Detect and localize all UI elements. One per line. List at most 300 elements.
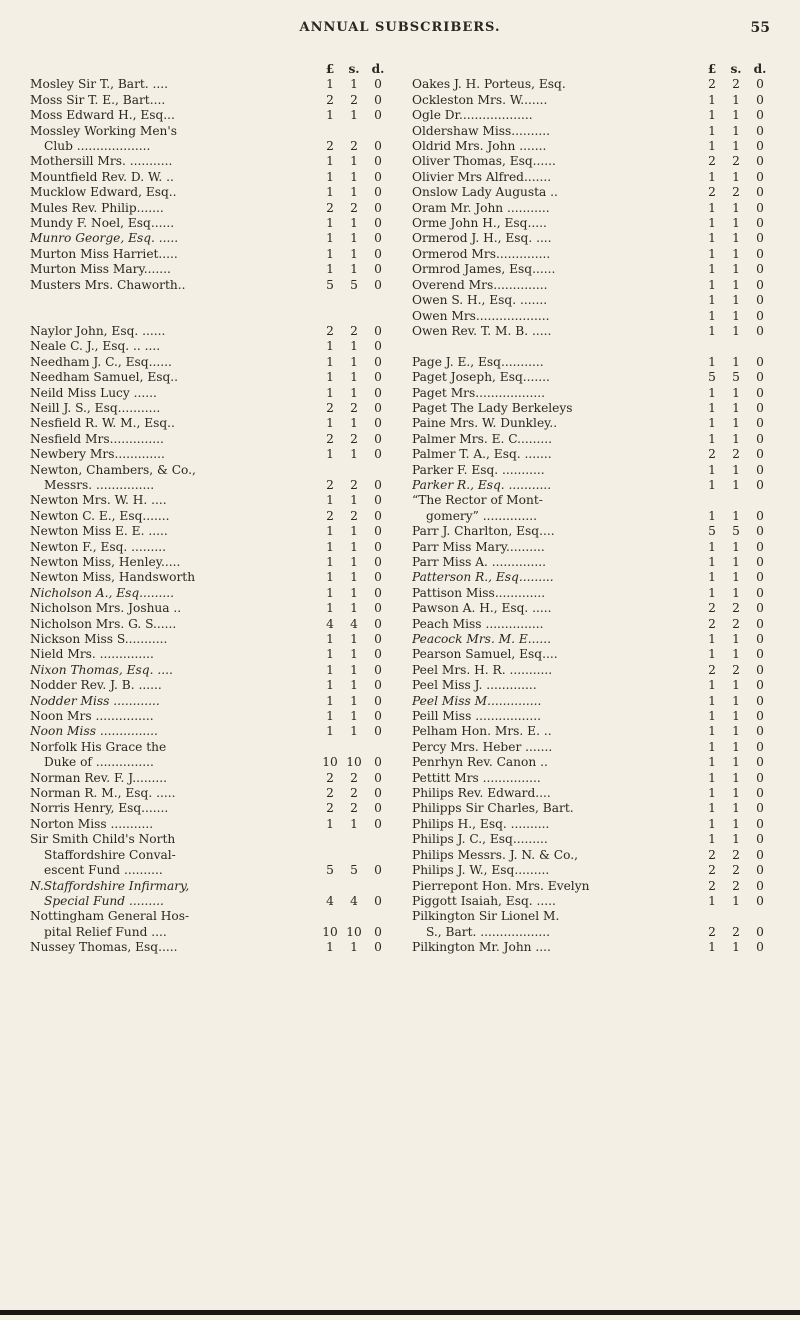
subscriber-name: Peel Miss J. .............: [412, 678, 537, 693]
subscriber-row: [412, 663, 772, 678]
shillings-value: 4: [350, 893, 358, 908]
pounds-value: 1: [708, 739, 716, 754]
subscription-amount: [700, 293, 772, 308]
subscription-amount: [700, 848, 772, 863]
subscriber-name: Nussey Thomas, Esq.....: [30, 940, 178, 955]
subscriber-row: [30, 694, 390, 709]
subscription-amount: [318, 570, 390, 585]
subscription-amount: [318, 108, 390, 123]
pounds-value: 2: [708, 601, 716, 616]
pounds-value: 1: [708, 801, 716, 816]
subscription-amount: [318, 617, 390, 632]
subscriber-name: Nottingham General Hos-: [30, 909, 190, 924]
shillings-value: 2: [350, 92, 358, 107]
subscriber-name: Owen Rev. T. M. B. .....: [412, 323, 552, 338]
shillings-value: 1: [732, 293, 740, 308]
pence-value: 0: [374, 354, 382, 369]
shillings-value: 1: [350, 385, 358, 400]
subscriber-name: Munro George, Esq. .....: [30, 231, 179, 246]
shillings-value: 1: [732, 508, 740, 523]
pounds-value: 1: [708, 755, 716, 770]
subscriber-row: [412, 894, 772, 909]
shillings-value: 1: [732, 246, 740, 261]
pounds-value: 1: [708, 169, 716, 184]
subscription-amount: [318, 632, 390, 647]
pounds-value: 2: [326, 477, 334, 492]
subscriber-row: [30, 879, 390, 894]
shillings-value: 1: [732, 354, 740, 369]
subscriber-row: [30, 801, 390, 816]
pence-value: 0: [756, 585, 764, 600]
pence-value: 0: [374, 339, 382, 354]
pence-value: 0: [756, 616, 764, 631]
pence-value: 0: [756, 524, 764, 539]
subscriber-name: Pattison Miss.............: [412, 585, 546, 600]
subscriber-row: [412, 832, 772, 847]
pounds-value: 1: [708, 123, 716, 138]
subscription-amount: [700, 416, 772, 431]
subscription-amount: [318, 231, 390, 246]
subscriber-name: Oldrid Mrs. John .......: [412, 139, 547, 154]
subscription-amount: [318, 540, 390, 555]
subscriber-name: escent Fund ..........: [44, 863, 163, 878]
subscriber-row: [30, 832, 390, 847]
subscription-amount: [700, 694, 772, 709]
subscriber-row: [412, 324, 772, 339]
pence-value: 0: [756, 924, 764, 939]
shillings-value: 1: [350, 108, 358, 123]
shillings-value: 2: [350, 400, 358, 415]
pounds-value: 1: [708, 539, 716, 554]
shillings-value: 10: [346, 755, 362, 770]
subscription-amount: [318, 432, 390, 447]
subscriber-row: [412, 293, 772, 308]
subscriber-name: Mountfield Rev. D. W. ..: [30, 169, 174, 184]
shillings-value: 2: [732, 863, 740, 878]
pence-value: 0: [756, 308, 764, 323]
subscriber-row: [412, 925, 772, 940]
subscriber-row: [412, 524, 772, 539]
pounds-value: 1: [326, 108, 334, 123]
subscription-amount: [318, 278, 390, 293]
subscription-amount: [318, 647, 390, 662]
subscriber-name: Neild Miss Lucy ......: [30, 385, 157, 400]
pounds-value: 2: [708, 185, 716, 200]
subscriber-name: Nesfield R. W. M., Esq..: [30, 416, 175, 431]
subscriber-row: [30, 817, 390, 832]
subscription-amount: [700, 216, 772, 231]
subscription-amount: [318, 401, 390, 416]
subscription-amount: [318, 817, 390, 832]
subscriber-name: Needham J. C., Esq......: [30, 354, 172, 369]
subscriber-name: Pawson A. H., Esq. .....: [412, 601, 552, 616]
subscription-amount: [700, 278, 772, 293]
subscription-amount: [318, 709, 390, 724]
subscriber-row: [412, 617, 772, 632]
shillings-value: 1: [350, 709, 358, 724]
pence-value: 0: [374, 493, 382, 508]
shillings-value: 1: [350, 416, 358, 431]
subscription-amount: [318, 755, 390, 770]
subscription-amount: [700, 463, 772, 478]
subscription-amount: [318, 447, 390, 462]
pence-value: 0: [756, 647, 764, 662]
subscriber-row: [412, 231, 772, 246]
shillings-value: 2: [350, 431, 358, 446]
shillings-value: 1: [350, 693, 358, 708]
shillings-value: 2: [350, 508, 358, 523]
pounds-value: 1: [326, 246, 334, 261]
subscriber-row: [412, 909, 772, 924]
subscription-amount: [700, 77, 772, 92]
shillings-value: 1: [350, 216, 358, 231]
subscriber-name: Pierrepont Hon. Mrs. Evelyn: [412, 878, 590, 893]
pounds-value: 1: [326, 185, 334, 200]
subscriber-name: Needham Samuel, Esq..: [30, 370, 179, 385]
shillings-value: 1: [732, 431, 740, 446]
subscription-amount: [700, 262, 772, 277]
subscription-amount: [700, 540, 772, 555]
subscription-amount: [700, 108, 772, 123]
subscription-amount: [700, 678, 772, 693]
subscriber-row: [30, 555, 390, 570]
pounds-value: 1: [326, 354, 334, 369]
pounds-value: 2: [326, 801, 334, 816]
subscription-amount: [318, 416, 390, 431]
subscriber-name: Paine Mrs. W. Dunkley..: [412, 416, 558, 431]
pounds-value: 1: [708, 293, 716, 308]
subscriber-row: [30, 709, 390, 724]
pounds-value: 1: [326, 447, 334, 462]
shillings-value: 2: [732, 77, 740, 92]
shillings-value: 10: [346, 924, 362, 939]
shillings-value: 1: [732, 570, 740, 585]
subscriber-row: [412, 771, 772, 786]
subscriber-row: [412, 309, 772, 324]
subscriber-row: [412, 278, 772, 293]
pounds-value: 1: [708, 231, 716, 246]
running-head: ANNUAL SUBSCRIBERS.: [299, 20, 501, 35]
shillings-value: 1: [732, 770, 740, 785]
subscription-amount: [700, 247, 772, 262]
subscriber-row: [30, 463, 390, 478]
subscriber-row: [30, 262, 390, 277]
pence-value: 0: [374, 801, 382, 816]
shillings-value: 1: [732, 308, 740, 323]
pence-value: 0: [756, 893, 764, 908]
subscription-amount: [700, 894, 772, 909]
subscriber-row: [30, 386, 390, 401]
subscriber-row: [412, 185, 772, 200]
shillings-value: 1: [350, 154, 358, 169]
pounds-value: 1: [708, 678, 716, 693]
subscriber-name: pital Relief Fund ....: [44, 924, 167, 939]
subscriber-row: [30, 786, 390, 801]
pounds-value: 1: [708, 139, 716, 154]
pounds-value: 2: [326, 323, 334, 338]
pence-value: 0: [756, 477, 764, 492]
subscriber-row: [412, 262, 772, 277]
pence-value: 0: [374, 570, 382, 585]
subscriber-name: Newton Miss E. E. .....: [30, 524, 168, 539]
subscription-amount: [700, 940, 772, 955]
pounds-value: 4: [326, 893, 334, 908]
pounds-value: 1: [708, 816, 716, 831]
subscriber-row: [412, 632, 772, 647]
subscription-amount: [700, 201, 772, 216]
subscription-amount: [700, 647, 772, 662]
pence-value: 0: [374, 616, 382, 631]
subscriber-name: Nesfield Mrs..............: [30, 431, 164, 446]
subscription-amount: [700, 124, 772, 139]
subscriber-name: Newton Miss, Henley.....: [30, 554, 181, 569]
subscriber-name: Peill Miss .................: [412, 709, 542, 724]
shillings-value: 1: [350, 231, 358, 246]
subscriber-name: Pettitt Mrs ...............: [412, 770, 541, 785]
pounds-value: 1: [326, 231, 334, 246]
subscriber-row: [412, 586, 772, 601]
pence-value: 0: [374, 262, 382, 277]
subscription-amount: [318, 925, 390, 940]
subscriber-name: Newton, Chambers, & Co.,: [30, 462, 196, 477]
shillings-value: 1: [732, 416, 740, 431]
subscriber-name: Parr Miss A. ..............: [412, 554, 546, 569]
pounds-value: 1: [326, 493, 334, 508]
pounds-value: 1: [708, 277, 716, 292]
subscriber-name: Philips J. W., Esq.........: [412, 863, 550, 878]
subscriber-name: Newton Mrs. W. H. ....: [30, 493, 167, 508]
shillings-value: 1: [350, 169, 358, 184]
pounds-value: 2: [326, 770, 334, 785]
subscription-amount: [318, 863, 390, 878]
shillings-value: 1: [732, 216, 740, 231]
pounds-value: 1: [708, 770, 716, 785]
subscription-amount: [318, 493, 390, 508]
subscriber-list-left: [30, 62, 390, 956]
shillings-value: 1: [732, 724, 740, 739]
pounds-value: 1: [708, 462, 716, 477]
subscriber-row: [30, 848, 390, 863]
subscription-amount: [700, 586, 772, 601]
shillings-value: 2: [350, 323, 358, 338]
subscriber-name: Parker R., Esq. ...........: [412, 477, 552, 492]
subscriber-name: Mundy F. Noel, Esq......: [30, 216, 175, 231]
shillings-value: 2: [732, 601, 740, 616]
currency-header: [30, 62, 390, 77]
pence-value: 0: [756, 431, 764, 446]
pence-value: 0: [756, 632, 764, 647]
pence-value: 0: [756, 108, 764, 123]
pounds-value: 1: [326, 339, 334, 354]
pounds-value: 1: [708, 200, 716, 215]
pence-value: 0: [374, 77, 382, 92]
subscriber-row: [30, 231, 390, 246]
subscriber-name: Owen S. H., Esq. .......: [412, 293, 548, 308]
subscription-amount: [318, 216, 390, 231]
pence-value: 0: [374, 139, 382, 154]
subscriber-name: Mosley Sir T., Bart. ....: [30, 77, 169, 92]
pounds-value: 1: [326, 539, 334, 554]
shillings-value: 1: [350, 816, 358, 831]
subscription-amount: [700, 786, 772, 801]
subscription-amount: [318, 355, 390, 370]
shillings-value: 1: [350, 539, 358, 554]
pence-value: 0: [756, 786, 764, 801]
subscriber-row: [412, 647, 772, 662]
pounds-value: 2: [708, 878, 716, 893]
subscriber-name: Pearson Samuel, Esq....: [412, 647, 558, 662]
subscriber-row: [30, 324, 390, 339]
subscription-amount: [700, 139, 772, 154]
subscriber-name: Peel Miss M..............: [412, 693, 542, 708]
subscriber-name: Newton C. E., Esq.......: [30, 508, 170, 523]
shillings-value: 1: [732, 678, 740, 693]
subscriber-row: [30, 586, 390, 601]
subscriber-name: Newton Miss, Handsworth: [30, 570, 196, 585]
subscriber-name: Onslow Lady Augusta ..: [412, 185, 558, 200]
shillings-value: 1: [732, 108, 740, 123]
subscription-amount: [700, 370, 772, 385]
pence-value: 0: [374, 893, 382, 908]
subscription-amount: [700, 801, 772, 816]
subscription-amount: [700, 663, 772, 678]
subscriber-name: Norman Rev. F. J.........: [30, 770, 168, 785]
subscription-amount: [700, 324, 772, 339]
subscriber-name: Nield Mrs. ..............: [30, 647, 154, 662]
subscriber-row: [30, 339, 390, 354]
pence-value: 0: [756, 323, 764, 338]
subscription-amount: [700, 231, 772, 246]
subscriber-name: Neale C. J., Esq. .. ....: [30, 339, 161, 354]
pounds-value: 2: [326, 786, 334, 801]
subscriber-row: [412, 555, 772, 570]
subscriber-name: Pelham Hon. Mrs. E. ..: [412, 724, 552, 739]
pence-value: 0: [756, 231, 764, 246]
pence-value: 0: [374, 246, 382, 261]
subscription-amount: [318, 509, 390, 524]
pounds-value: 1: [708, 400, 716, 415]
subscriber-name: Paget Mrs..................: [412, 385, 545, 400]
pounds-value: 2: [326, 139, 334, 154]
shillings-value: 1: [350, 724, 358, 739]
subscription-amount: [700, 601, 772, 616]
subscriber-row: [412, 940, 772, 955]
subscription-amount: [700, 632, 772, 647]
subscription-amount: [318, 386, 390, 401]
subscription-amount: [700, 524, 772, 539]
subscriber-row: [30, 493, 390, 508]
pence-value: 0: [756, 169, 764, 184]
shillings-value: 1: [732, 462, 740, 477]
shillings-value: 2: [732, 154, 740, 169]
subscriber-name: Oram Mr. John ...........: [412, 200, 550, 215]
subscriber-name: Percy Mrs. Heber .......: [412, 739, 553, 754]
subscriber-name: Peach Miss ...............: [412, 616, 544, 631]
subscriber-name: Philips H., Esq. ..........: [412, 816, 550, 831]
subscriber-row: [30, 524, 390, 539]
section-gap: [412, 339, 772, 354]
pence-value: 0: [756, 539, 764, 554]
pence-value: 0: [756, 662, 764, 677]
subscription-amount: [318, 247, 390, 262]
subscriber-row: [412, 386, 772, 401]
subscriber-row: [412, 801, 772, 816]
pence-value: 0: [374, 200, 382, 215]
pounds-value: 5: [326, 863, 334, 878]
pence-value: 0: [374, 632, 382, 646]
shillings-value: 1: [732, 801, 740, 816]
shillings-value: 1: [350, 246, 358, 261]
subscriber-name: Peacock Mrs. M. E......: [412, 632, 552, 647]
pounds-value: 1: [708, 786, 716, 801]
shillings-value: 1: [350, 662, 358, 677]
section-gap: [30, 308, 390, 323]
subscriber-list-right: [412, 62, 772, 956]
shillings-value: 1: [350, 493, 358, 508]
pence-value: 0: [756, 277, 764, 292]
pounds-value: 1: [326, 816, 334, 831]
shillings-value: 1: [350, 570, 358, 585]
pence-value: 0: [374, 447, 382, 462]
subscriber-name: Philipps Sir Charles, Bart.: [412, 801, 574, 816]
pounds-value: 1: [326, 385, 334, 400]
pence-value: 0: [756, 385, 764, 400]
section-gap: [30, 293, 390, 308]
subscriber-row: [30, 509, 390, 524]
subscription-amount: [318, 93, 390, 108]
subscriber-name: S., Bart. ..................: [426, 924, 550, 939]
subscriber-row: [30, 447, 390, 462]
pounds-value: 2: [326, 92, 334, 107]
subscription-amount: [700, 170, 772, 185]
pence-value: 0: [756, 185, 764, 200]
shillings-value: 1: [732, 323, 740, 338]
shillings-value: 2: [732, 185, 740, 200]
subscriber-name: Palmer Mrs. E. C.........: [412, 431, 552, 446]
subscriber-row: [412, 93, 772, 108]
pounds-value: 5: [708, 524, 716, 539]
shillings-value: 1: [732, 693, 740, 708]
shillings-value: 1: [350, 647, 358, 662]
shillings-value: 2: [732, 847, 740, 862]
subscriber-name: Parker F. Esq. ...........: [412, 462, 545, 477]
pence-value: 0: [374, 231, 382, 246]
shillings-value: 1: [350, 524, 358, 539]
pence-value: 0: [756, 77, 764, 92]
shillings-value: 1: [732, 123, 740, 138]
shillings-value: 1: [350, 678, 358, 693]
pence-value: 0: [374, 277, 382, 292]
pounds-value: 1: [326, 709, 334, 724]
shillings-value: 1: [732, 739, 740, 754]
pounds-value: 1: [708, 554, 716, 569]
shillings-value: 1: [732, 385, 740, 400]
shillings-value: 1: [732, 277, 740, 292]
subscriber-name: Newbery Mrs.............: [30, 447, 165, 462]
shillings-value: 1: [732, 832, 740, 847]
pounds-value: 2: [708, 154, 716, 169]
pounds-header: £: [325, 62, 335, 76]
pounds-value: 1: [708, 477, 716, 492]
subscriber-row: [412, 370, 772, 385]
pence-value: 0: [756, 92, 764, 107]
pence-value: 0: [374, 323, 382, 338]
subscriber-name: Messrs. ...............: [44, 477, 155, 492]
subscriber-row: [30, 108, 390, 123]
subscriber-row: [412, 355, 772, 370]
subscriber-name: Norman R. M., Esq. .....: [30, 786, 176, 801]
subscriber-row: [412, 724, 772, 739]
